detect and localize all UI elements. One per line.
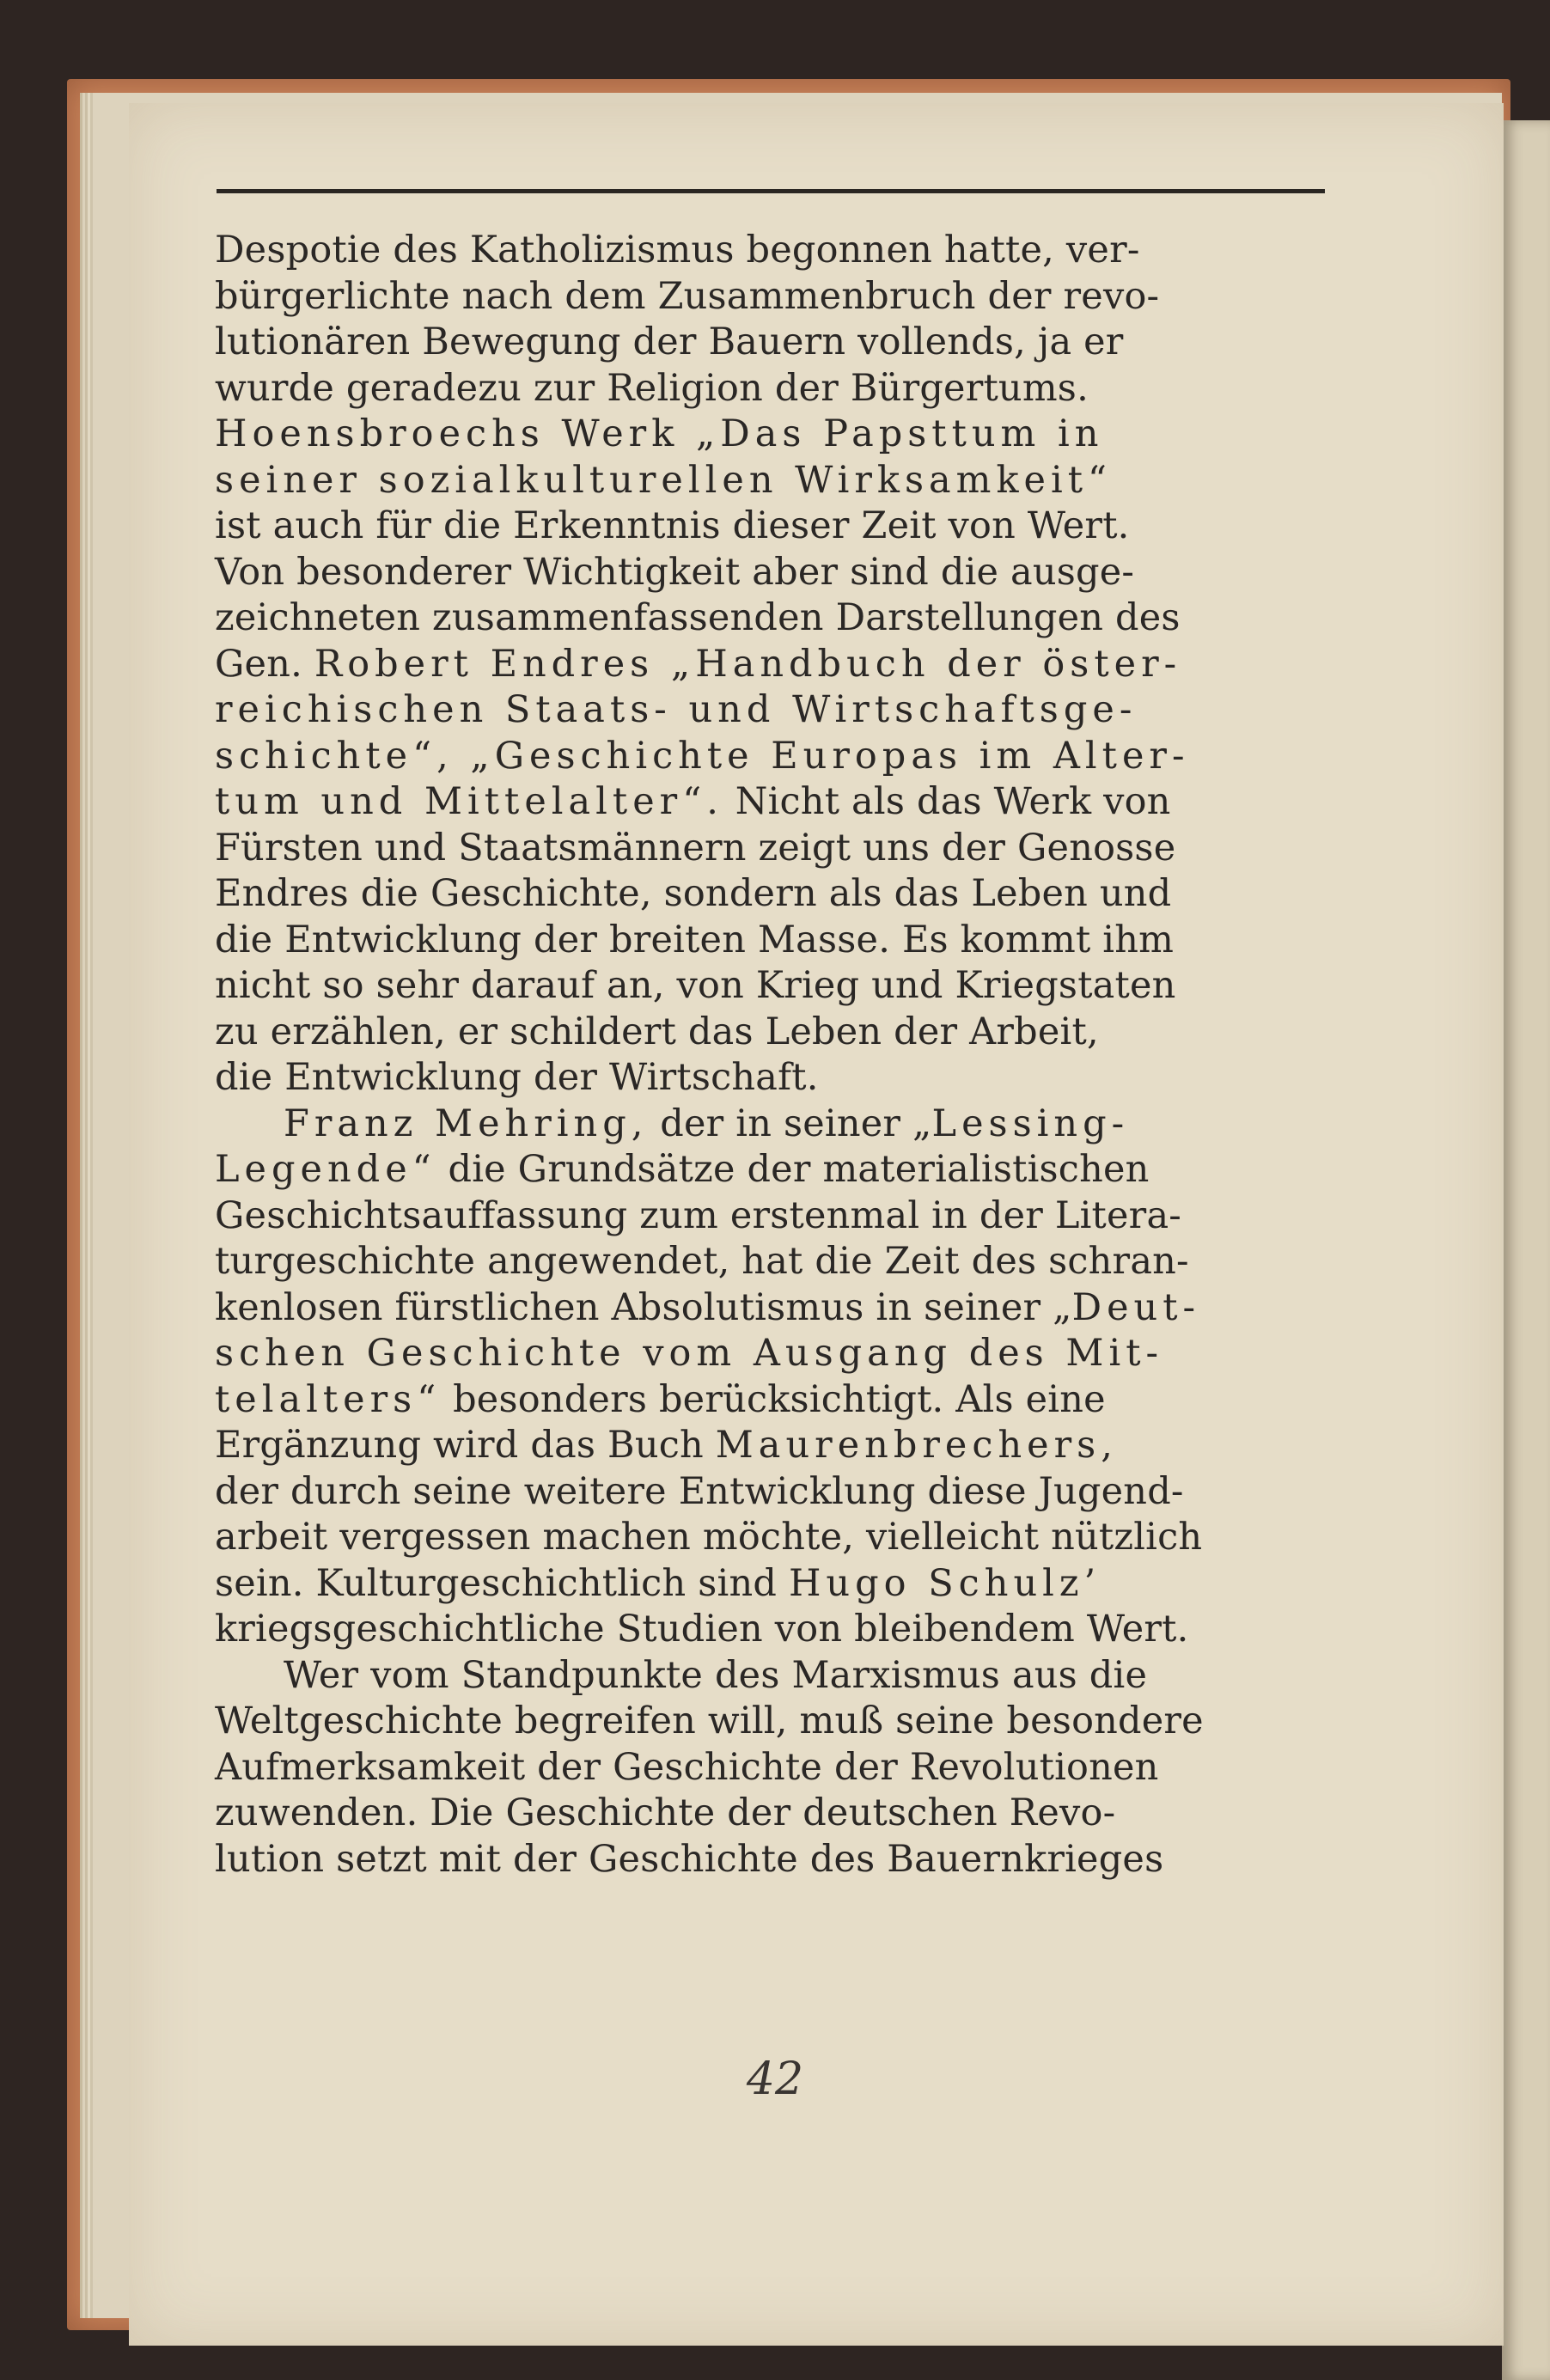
spaced-name-segment: telalters“: [215, 1377, 442, 1421]
text-segment: der in seiner „: [648, 1102, 932, 1145]
text-line: [215, 642, 1332, 688]
text-segment: besonders berücksichtigt. Als eine: [441, 1377, 1106, 1421]
text-segment: wurde geradezu zur Religion der Bürgertums.: [215, 366, 1089, 410]
text-segment: Gen.: [215, 642, 314, 686]
text-segment: nicht so sehr darauf an, von Krieg und Kriegstaten: [215, 964, 1176, 1007]
text-line: [215, 503, 1332, 550]
spaced-name-segment: Deut-: [1071, 1285, 1201, 1329]
text-line: [215, 366, 1332, 412]
text-segment: turgeschichte angewendet, hat die Zeit des schran-: [215, 1240, 1189, 1283]
text-segment: Wer vom Standpunkte des Marxismus aus die: [284, 1653, 1148, 1697]
spaced-name-segment: Hugo Schulz’: [788, 1561, 1101, 1605]
text-line: [215, 458, 1332, 504]
body-text: [215, 228, 1332, 1883]
text-line: [215, 1515, 1332, 1561]
text-segment: ist auch für die Erkenntnis dieser Zeit von Wert.: [215, 504, 1130, 547]
spaced-name-segment: Franz Mehring,: [284, 1102, 649, 1145]
text-line: [215, 1239, 1332, 1285]
text-segment: Geschichtsauffassung zum erstenmal in der Litera-: [215, 1193, 1182, 1237]
text-line: [215, 1331, 1332, 1377]
text-line: [215, 550, 1332, 596]
spaced-name-segment: Maurenbrechers,: [715, 1424, 1118, 1467]
text-line: [215, 320, 1332, 366]
text-segment: lutionären Bewegung der Bauern vollends, ja er: [215, 320, 1124, 363]
spaced-name-segment: schen Geschichte vom Ausgang des Mit-: [215, 1332, 1164, 1375]
text-line: [215, 228, 1332, 274]
spaced-name-segment: seiner sozialkulturellen Wirksamkeit“: [215, 458, 1112, 502]
text-segment: Aufmerksamkeit der Geschichte der Revolutionen: [215, 1745, 1159, 1789]
spaced-name-segment: Hoensbroechs Werk „Das Papsttum in: [215, 412, 1104, 455]
text-segment: bürgerlichte nach dem Zusammenbruch der revo-: [215, 274, 1160, 318]
spaced-name-segment: Legende“: [215, 1148, 436, 1191]
text-line: [215, 1837, 1332, 1883]
text-line: [215, 1745, 1332, 1791]
text-line: [215, 826, 1332, 872]
text-line: [215, 1010, 1332, 1056]
text-segment: Endres die Geschichte, sondern als das Leben und: [215, 872, 1172, 915]
spaced-name-segment: reichischen Staats- und Wirtschaftsge-: [215, 688, 1138, 731]
text-line: [215, 1561, 1332, 1608]
text-line: [215, 1699, 1332, 1745]
text-segment: die Grundsätze der materialistischen: [436, 1148, 1150, 1191]
text-segment: Weltgeschichte begreifen will, muß seine besondere: [215, 1700, 1204, 1742]
text-line: [215, 918, 1332, 964]
text-line: [215, 963, 1332, 1010]
spaced-name-segment: Lessing-: [931, 1102, 1130, 1145]
text-segment: Ergänzung wird das Buch: [215, 1424, 716, 1467]
text-segment: die Entwicklung der breiten Masse. Es kommt ihm: [215, 918, 1175, 961]
text-segment: Fürsten und Staatsmännern zeigt uns der Genosse: [215, 826, 1176, 870]
text-segment: Despotie des Katholizismus begonnen hatte, ver-: [215, 229, 1140, 272]
text-line: [215, 1285, 1332, 1332]
text-line: [215, 779, 1332, 826]
text-segment: die Entwicklung der Wirtschaft.: [215, 1056, 819, 1099]
text-segment: zuwenden. Die Geschichte der deutschen Revo-: [215, 1791, 1116, 1834]
text-line: [215, 595, 1332, 642]
text-segment: Nicht als das Werk von: [723, 780, 1171, 823]
header-rule: [217, 189, 1325, 193]
spaced-name-segment: tum und Mittelalter“.: [215, 780, 723, 823]
text-segment: kriegsgeschichtliche Studien von bleibendem Wert.: [215, 1608, 1189, 1651]
text-line: [215, 1193, 1332, 1240]
text-line: [215, 1377, 1332, 1424]
text-line: [215, 1653, 1332, 1700]
spaced-name-segment: schichte“, „Geschichte Europas im Alter-: [215, 734, 1190, 778]
text-line: [215, 1469, 1332, 1516]
text-line: [215, 1423, 1332, 1469]
text-line: [215, 687, 1332, 734]
text-line: [215, 734, 1332, 780]
text-line: [215, 412, 1332, 458]
text-segment: zu erzählen, er schildert das Leben der Arbeit,: [215, 1010, 1099, 1053]
text-segment: sein. Kulturgeschichtlich sind: [215, 1561, 789, 1605]
text-line: [215, 1102, 1332, 1148]
text-line: [215, 871, 1332, 918]
text-line: [215, 1147, 1332, 1193]
text-segment: kenlosen fürstlichen Absolutismus in seiner „: [215, 1285, 1072, 1329]
text-segment: der durch seine weitere Entwicklung diese Jugend-: [215, 1469, 1184, 1513]
text-line: [215, 1055, 1332, 1102]
text-segment: Von besonderer Wichtigkeit aber sind die ausge-: [215, 550, 1135, 594]
text-segment: lution setzt mit der Geschichte des Bauernkrieges: [215, 1837, 1164, 1881]
text-segment: zeichneten zusammenfassenden Darstellungen des: [215, 596, 1181, 639]
text-line: [215, 1791, 1332, 1837]
page-number: 42: [746, 2054, 804, 2105]
text-segment: arbeit vergessen machen möchte, vielleicht nützlich: [215, 1516, 1203, 1559]
spaced-name-segment: Robert Endres „Handbuch der öster-: [314, 642, 1182, 686]
text-line: [215, 274, 1332, 320]
text-line: [215, 1607, 1332, 1653]
facing-page-edge: [1502, 120, 1550, 2380]
